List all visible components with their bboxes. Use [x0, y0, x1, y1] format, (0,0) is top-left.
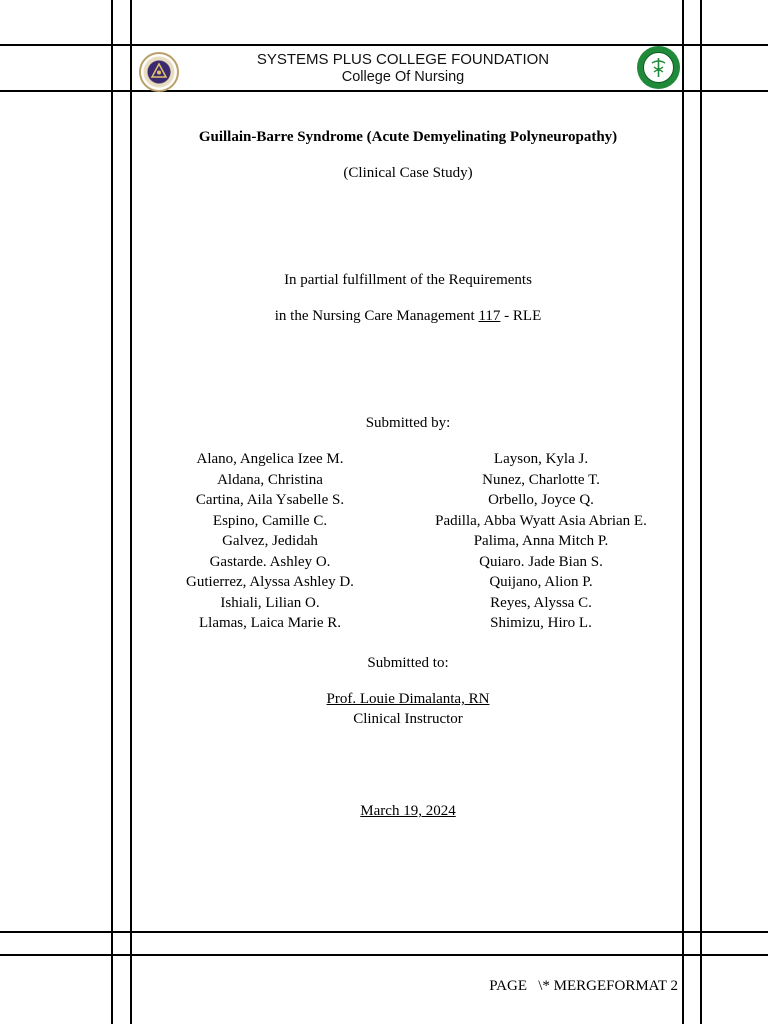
course-number: 117 [478, 308, 501, 324]
college-seal-icon [139, 52, 179, 92]
list-item: Espino, Camille C. [212, 512, 328, 529]
list-item: Layson, Kyla J. [493, 451, 589, 467]
submitted-to-label: Submitted to: [367, 655, 449, 671]
requirement-prefix: in the Nursing Care Management [274, 308, 479, 324]
college-name: College Of Nursing [341, 69, 465, 85]
border-right-outer [700, 0, 702, 1024]
list-item: Padilla, Abba Wyatt Asia Abrian E. [435, 512, 647, 529]
list-item: Quijano, Alion P. [489, 574, 593, 590]
instructor-name-text: Prof. Louie Dimalanta, RN [326, 691, 490, 707]
footer-rule-top [0, 931, 768, 933]
submitted-by-label: Submitted by: [365, 415, 451, 431]
instructor-name [133, 690, 683, 709]
list-item: Orbello, Joyce Q. [488, 492, 594, 508]
page-number-field: PAGE \* MERGEFORMAT 2 [489, 978, 678, 994]
border-right-inner [682, 0, 684, 1024]
list-item: Llamas, Laica Marie R. [198, 615, 342, 631]
list-item: Cartina, Aila Ysabelle S. [195, 492, 345, 508]
header-rule-bottom [0, 90, 768, 92]
requirement-line-2 [133, 307, 683, 326]
list-item: Gastarde. Ashley O. [209, 553, 331, 570]
footer-rule-bottom [0, 954, 768, 956]
list-item: Nunez, Charlotte T. [482, 471, 600, 488]
requirement-suffix: - RLE [500, 308, 542, 324]
document-title: Guillain-Barre Syndrome (Acute Demyelinating Polyneuropathy) [198, 129, 618, 145]
list-item: Alano, Angelica Izee M. [196, 451, 344, 467]
list-item: Galvez, Jedidah [222, 533, 318, 549]
instructor-title: Clinical Instructor [353, 711, 463, 727]
list-item: Aldana, Christina [217, 471, 323, 488]
list-item: Quiaro. Jade Bian S. [479, 553, 603, 570]
requirement-line-1: In partial fulfillment of the Requirements [284, 272, 532, 288]
border-left-inner [130, 0, 132, 1024]
nursing-emblem-icon [637, 46, 680, 89]
document-subtitle: (Clinical Case Study) [343, 165, 473, 181]
border-left-outer [111, 0, 113, 1024]
list-item: Ishiali, Lilian O. [220, 594, 320, 611]
list-item: Shimizu, Hiro L. [490, 615, 592, 631]
submission-date-text: March 19, 2024 [360, 803, 456, 819]
submission-date [133, 802, 683, 821]
institution-name: SYSTEMS PLUS COLLEGE FOUNDATION [256, 51, 550, 68]
submitters-left-column [170, 449, 370, 634]
submitters-right-column [420, 449, 662, 634]
list-item: Gutierrez, Alyssa Ashley D. [186, 574, 354, 590]
list-item: Reyes, Alyssa C. [490, 594, 592, 611]
list-item: Palima, Anna Mitch P. [473, 533, 609, 549]
